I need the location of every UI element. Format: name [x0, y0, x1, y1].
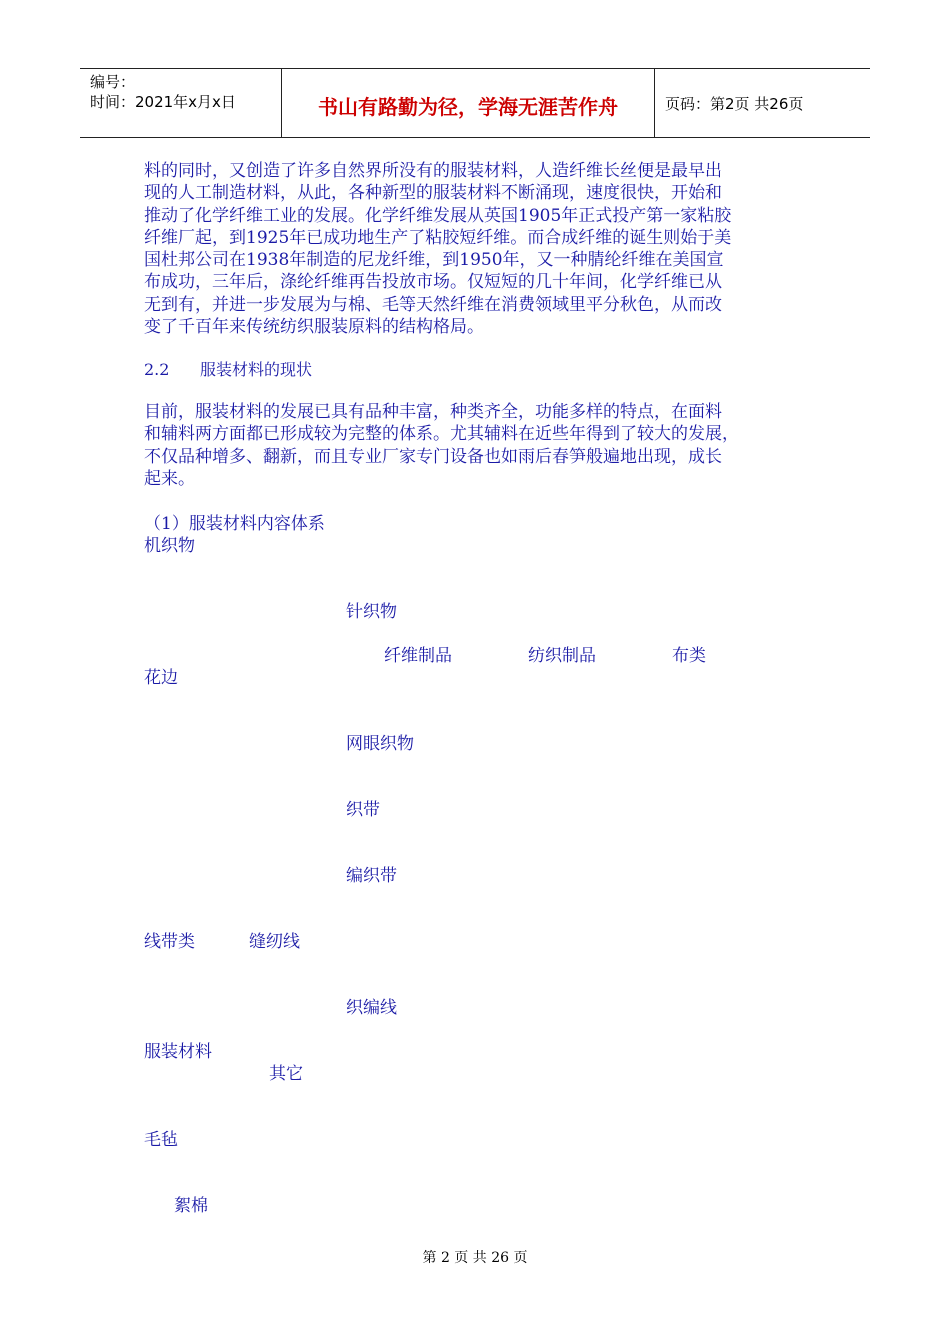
section-heading [144, 357, 312, 380]
status-paragraph [144, 401, 814, 490]
paragraph-line: 现的人工制造材料，从此，各种新型的服装材料不断涌现，速度很快，开始和 [144, 183, 722, 204]
diagram-item-thread-tape: 线带类 [144, 932, 195, 952]
diagram-item-clothing-material: 服装材料 [144, 1042, 212, 1062]
diagram-item-lace: 花边 [144, 668, 178, 688]
header-motto-cell [282, 69, 655, 137]
document-number-label: 编号： [90, 73, 136, 91]
header-page-label: 页码：第2页 共26页 [665, 95, 804, 113]
paragraph-line: 起来。 [144, 468, 195, 489]
diagram-item-sewing-thread: 缝纫线 [249, 932, 300, 952]
diagram-item-webbing: 织带 [346, 800, 380, 820]
diagram-item-braided-tape: 编织带 [346, 866, 397, 886]
paragraph-line: 布成功，三年后，涤纶纤维再告投放市场。仅短短的几十年间，化学纤维已从 [144, 272, 722, 293]
paragraph-line: 纤维厂起，到1925年已成功地生产了粘胶短纤维。而合成纤维的诞生则始于美 [144, 227, 732, 248]
diagram-item-fiber-products: 纤维制品 [384, 646, 452, 666]
paragraph-line: 无到有，并进一步发展为与棉、毛等天然纤维在消费领域里平分秋色，从而改 [144, 294, 722, 315]
diagram-item-felt: 毛毡 [144, 1130, 178, 1150]
diagram-caption: （1）服装材料内容体系 [144, 514, 325, 534]
diagram-item-cloth: 布类 [672, 646, 706, 666]
document-header [80, 68, 870, 138]
diagram-item-mesh: 网眼织物 [346, 734, 414, 754]
paragraph-line: 和辅料两方面都已形成较为完整的体系。尤其辅料在近些年得到了较大的发展， [144, 424, 739, 445]
paragraph-line: 变了千百年来传统纺织服装原料的结构格局。 [144, 317, 484, 338]
paragraph-line: 料的同时，又创造了许多自然界所没有的服装材料，人造纤维长丝便是最早出 [144, 161, 722, 181]
header-motto: 书山有路勤为径，学海无涯苦作舟 [318, 95, 618, 119]
paragraph-line: 不仅品种增多、翻新，而且专业厂家专门设备也如雨后春笋般遍地出现，成长 [144, 446, 722, 467]
diagram-item-knitted: 针织物 [346, 602, 397, 622]
diagram-item-wadding: 絮棉 [174, 1196, 208, 1216]
diagram-item-textile-products: 纺织制品 [528, 646, 596, 666]
paragraph-line: 推动了化学纤维工业的发展。化学纤维发展从英国1905年正式投产第一家粘胶 [144, 205, 732, 226]
header-page-cell [655, 69, 870, 137]
section-number: 2.2 [144, 360, 170, 379]
section-title: 服装材料的现状 [200, 360, 313, 379]
diagram-item-other: 其它 [269, 1064, 303, 1084]
header-info-cell [80, 69, 282, 137]
intro-paragraph [144, 160, 814, 338]
diagram-item-woven: 机织物 [144, 536, 195, 556]
diagram-item-weaving-thread: 织编线 [346, 998, 397, 1018]
page-footer: 第 2 页 共 26 页 [422, 1250, 528, 1266]
paragraph-line: 目前，服装材料的发展已具有品种丰富，种类齐全，功能多样的特点，在面料 [144, 402, 722, 422]
document-time-label: 时间：2021年x月x日 [90, 93, 236, 111]
paragraph-line: 国杜邦公司在1938年制造的尼龙纤维，到1950年，又一种腈纶纤维在美国宣 [144, 250, 724, 271]
